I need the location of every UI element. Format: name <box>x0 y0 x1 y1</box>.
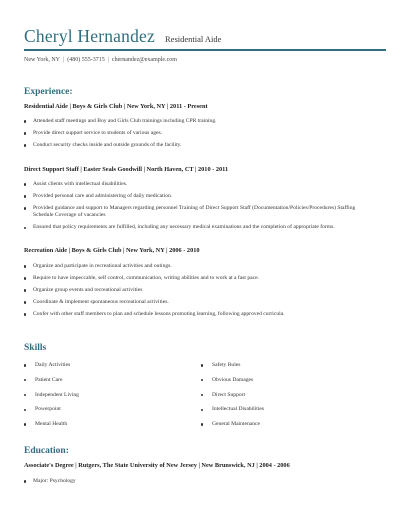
skill-item: Powerpoint <box>24 406 79 421</box>
skill-item: Independent Living <box>24 392 79 407</box>
list-item: Provide direct support service to students of various ages. <box>24 130 369 137</box>
job-heading: Direct Support Staff | Easter Seals Goodwill | North Haven, CT | 2010 - 2011 <box>24 166 229 173</box>
experience-heading: Experience: <box>24 87 73 97</box>
skill-item: Obvious Damages <box>201 377 264 392</box>
list-item: Coordinate & implement spontaneous recreational activities. <box>24 299 369 306</box>
list-item: Require to have impeccable, self control, communication, writing abilities and to work at a fast pace. <box>24 275 369 282</box>
header-divider <box>24 49 386 51</box>
list-item: Confer with other staff members to plan and schedule lessons promoting learning, following approved curricula. <box>24 311 369 318</box>
skill-item: General Maintenance <box>201 421 264 436</box>
list-item: Provided guidance and support to Managers regarding personnel Training of Direct Support Staff (Documentation/Policies/Procedures) Staffing Schedule Coverage of vacancies <box>24 205 369 219</box>
education-entry-heading: Associate's Degree | Rutgers, The State University of New Jersey | New Brunswick, NJ | 2004 - 2006 <box>24 462 290 469</box>
list-item: Provided personal care and administering of daily medication. <box>24 193 369 200</box>
skill-item: Intellectual Disabilities <box>201 406 264 421</box>
list-item: Assist clients with intellectual disabilities. <box>24 181 369 188</box>
skill-item: Daily Activities <box>24 362 79 377</box>
candidate-role: Residential Aide <box>165 34 222 44</box>
job-bullets <box>24 118 369 154</box>
job-heading: Residential Aide | Boys & Girls Club | New York, NY | 2011 - Present <box>24 103 208 110</box>
list-item: Organize group events and recreational activities <box>24 287 369 294</box>
education-bullets <box>24 478 369 490</box>
list-item: Ensured that policy requirements are fulfilled, including any necessary medical examinations and the completion of appropriate forms. <box>24 224 369 231</box>
skill-item: Direct Support <box>201 392 264 407</box>
skill-item: Patient Care <box>24 377 79 392</box>
contact-separator: | <box>107 57 109 63</box>
candidate-name: Cheryl Hernandez <box>24 26 155 46</box>
skill-item: Mental Health <box>24 421 79 436</box>
list-item: Conduct security checks inside and outside grounds of the facility. <box>24 142 369 149</box>
skills-heading: Skills <box>24 343 47 353</box>
contact-separator: | <box>63 57 65 63</box>
skills-column-left <box>24 362 79 436</box>
job-bullets <box>24 263 369 323</box>
contact-email: chernandez@example.com <box>111 57 177 63</box>
job-bullets <box>24 181 369 236</box>
list-item: Organize and participate in recreational activities and outings. <box>24 263 369 270</box>
skill-item: Safety Rules <box>201 362 264 377</box>
resume-header <box>24 26 386 47</box>
skills-column-right <box>201 362 264 436</box>
list-item: Attended staff meetings and Boy and Girls Club trainings including CPR training. <box>24 118 369 125</box>
job-heading: Recreation Aide | Boys & Girls Club | New York, NY | 2006 - 2010 <box>24 247 200 254</box>
list-item: Major: Psychology <box>24 478 369 485</box>
contact-location: New York, NY <box>24 57 61 63</box>
contact-line <box>24 57 177 63</box>
education-heading: Education: <box>24 446 69 456</box>
contact-phone: (480) 555-3715 <box>67 57 105 63</box>
